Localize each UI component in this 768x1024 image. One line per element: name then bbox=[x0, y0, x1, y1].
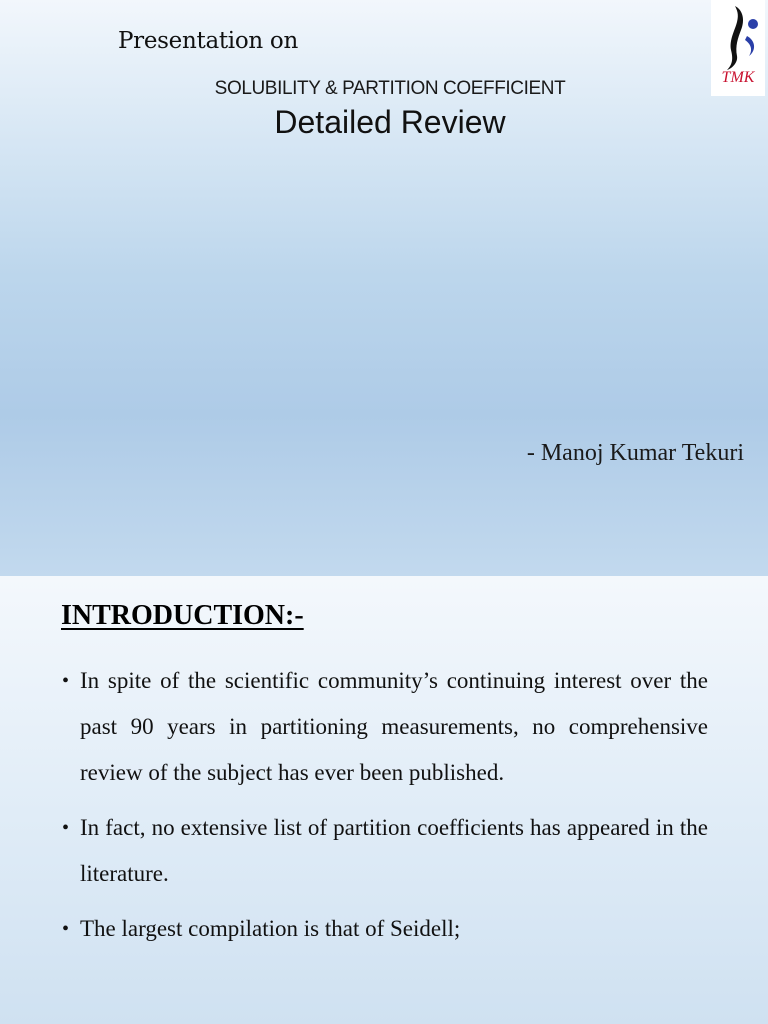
bullet-text: In spite of the scientific community’s continuing interest over the past 90 years in partitioning measurements, no comprehensive review of the subject has ever been published. bbox=[80, 668, 708, 785]
bullet-text: In fact, no extensive list of partition coefficients has appeared in the literature. bbox=[80, 815, 708, 886]
tmk-logo bbox=[711, 0, 765, 96]
bullet-item bbox=[62, 906, 708, 952]
logo-arc-shape bbox=[745, 36, 754, 56]
presentation-title: Detailed Review bbox=[274, 104, 506, 140]
logo-figure-shape bbox=[727, 6, 743, 70]
presentation-on-label: Presentation on bbox=[118, 28, 298, 54]
bullet-item bbox=[62, 805, 708, 897]
bullet-item bbox=[62, 658, 708, 796]
introduction-slide bbox=[0, 576, 768, 1024]
bullet-marker: • bbox=[62, 670, 70, 692]
bullet-marker: • bbox=[62, 918, 70, 940]
bullet-marker: • bbox=[62, 817, 70, 839]
bullet-text: The largest compilation is that of Seidell; bbox=[80, 916, 461, 941]
introduction-bullet-list bbox=[62, 658, 708, 961]
presentation-subtitle: SOLUBILITY & PARTITION COEFFICIENT bbox=[214, 78, 566, 99]
logo-dot bbox=[748, 19, 758, 29]
tmk-logo-graphic bbox=[711, 0, 765, 96]
logo-text: TMK bbox=[721, 69, 755, 86]
author-name: - Manoj Kumar Tekuri bbox=[526, 440, 744, 466]
introduction-heading: INTRODUCTION:- bbox=[61, 600, 304, 631]
